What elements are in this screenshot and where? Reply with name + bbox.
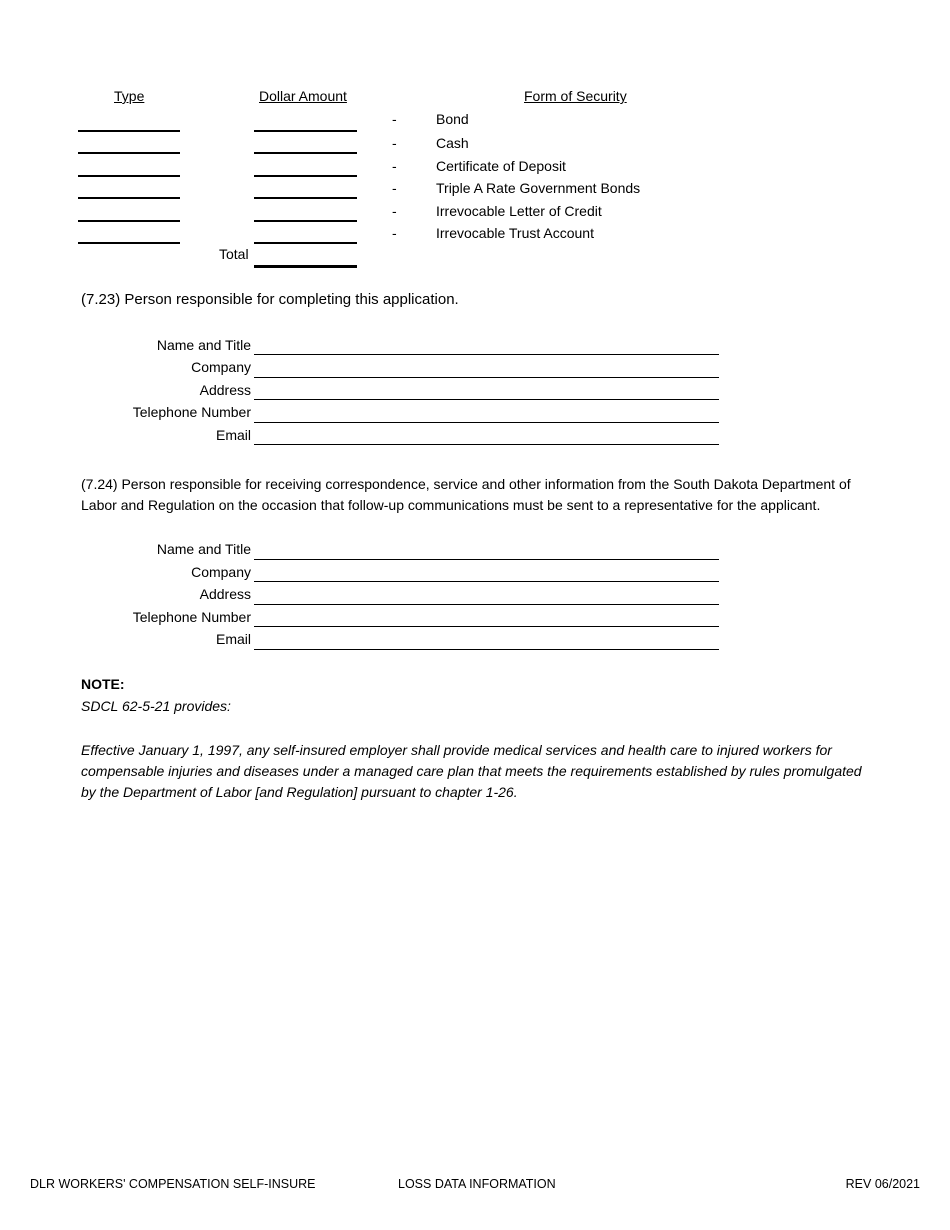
company-field[interactable] (254, 581, 719, 582)
telephone-label: Telephone Number (132, 609, 251, 625)
list-dash: - (392, 158, 397, 174)
type-entry-line[interactable] (78, 130, 180, 132)
security-form-government-bonds: Triple A Rate Government Bonds (436, 180, 641, 196)
note-body: Effective January 1, 1997, any self-insured employer shall provide medical services and health care to injured workers for compensable injuries and diseases under a managed care plan that meets the requirements established by rules promulgated by the Department of Labor [and Regulation] pursuant to chapter 1-26. (81, 742, 862, 800)
email-label: Email (215, 631, 251, 647)
name-title-label: Name and Title (156, 541, 251, 557)
footer-section-title: LOSS DATA INFORMATION (398, 1177, 556, 1191)
security-form-cash: Cash (436, 135, 469, 151)
total-entry-line[interactable] (254, 265, 357, 268)
security-form-certificate-of-deposit: Certificate of Deposit (436, 158, 566, 174)
section-7-24-heading: (7.24) Person responsible for receiving correspondence, service and other information from the South Dakota Department of Labor and Regulation on the occasion that follow-up communications must be sent to a representative for the applicant. (81, 476, 851, 513)
type-entry-line[interactable] (78, 242, 180, 244)
security-form-trust-account: Irrevocable Trust Account (436, 225, 594, 241)
company-label: Company (191, 564, 251, 580)
footer-form-title: DLR WORKERS' COMPENSATION SELF-INSURE (30, 1177, 316, 1191)
total-label: Total (219, 246, 249, 262)
dollar-amount-entry-line[interactable] (254, 242, 357, 244)
email-field[interactable] (254, 649, 719, 650)
type-entry-line[interactable] (78, 175, 180, 177)
type-column-header: Type (114, 88, 145, 104)
list-dash: - (392, 225, 397, 241)
address-field[interactable] (254, 604, 719, 605)
list-dash: - (392, 111, 397, 127)
address-field[interactable] (254, 399, 719, 400)
type-entry-line[interactable] (78, 152, 180, 154)
dollar-amount-entry-line[interactable] (254, 130, 357, 132)
section-7-23-heading: (7.23) Person responsible for completing this application. (81, 291, 459, 308)
note-citation: SDCL 62-5-21 provides: (81, 698, 231, 714)
security-form-bond: Bond (436, 111, 469, 127)
address-label: Address (199, 382, 251, 398)
company-field[interactable] (254, 377, 719, 378)
telephone-field[interactable] (254, 626, 719, 627)
note-title: NOTE: (81, 676, 125, 692)
type-entry-line[interactable] (78, 220, 180, 222)
company-label: Company (191, 359, 251, 375)
email-field[interactable] (254, 444, 719, 445)
name-title-field[interactable] (254, 354, 719, 355)
list-dash: - (392, 203, 397, 219)
footer-revision: REV 06/2021 (845, 1177, 920, 1191)
list-dash: - (392, 135, 397, 151)
telephone-label: Telephone Number (132, 404, 251, 420)
dollar-amount-entry-line[interactable] (254, 175, 357, 177)
dollar-amount-entry-line[interactable] (254, 197, 357, 199)
telephone-field[interactable] (254, 422, 719, 423)
email-label: Email (215, 427, 251, 443)
dollar-amount-entry-line[interactable] (254, 220, 357, 222)
security-form-letter-of-credit: Irrevocable Letter of Credit (436, 203, 602, 219)
dollar-amount-column-header: Dollar Amount (259, 88, 347, 104)
address-label: Address (199, 586, 251, 602)
dollar-amount-entry-line[interactable] (254, 152, 357, 154)
list-dash: - (392, 180, 397, 196)
form-of-security-column-header: Form of Security (524, 88, 627, 104)
name-title-field[interactable] (254, 559, 719, 560)
type-entry-line[interactable] (78, 197, 180, 199)
name-title-label: Name and Title (156, 337, 251, 353)
